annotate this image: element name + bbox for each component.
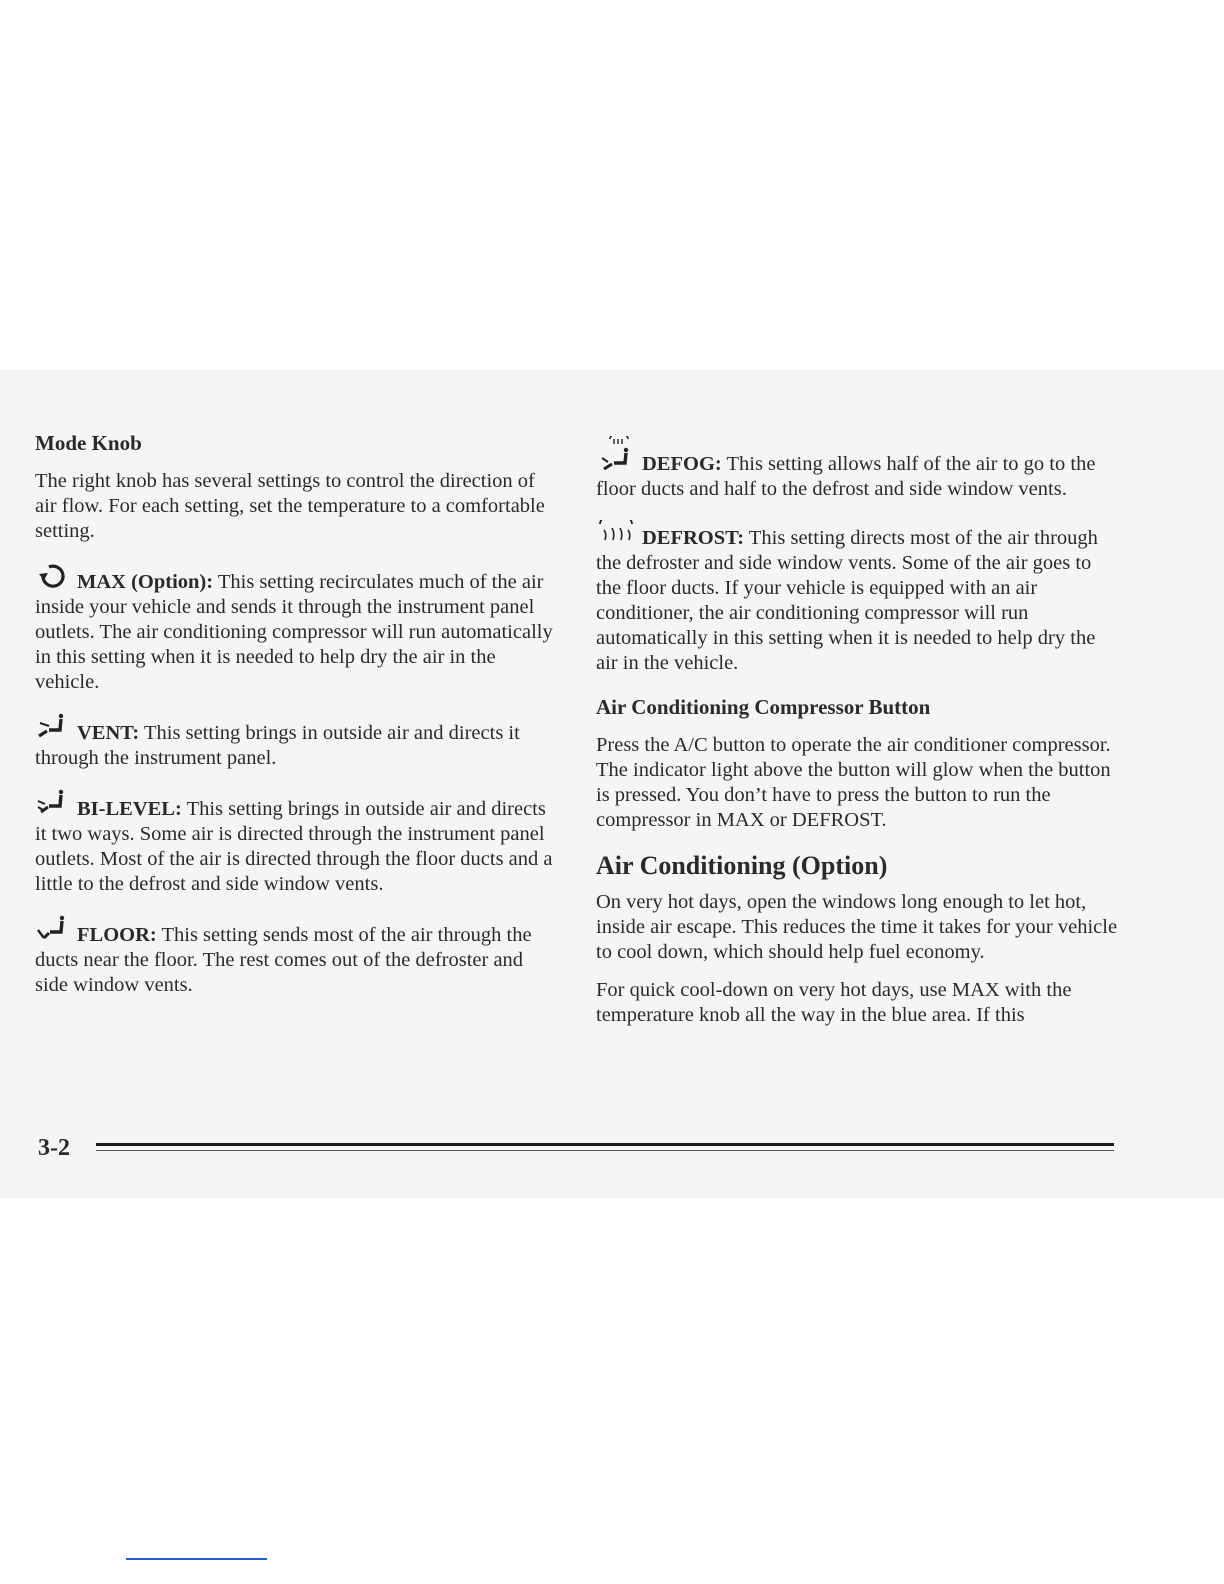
page-number: 3-2 [38, 1135, 70, 1161]
setting-defog-text: This setting allows half of the air to go to the floor ducts and half to the defrost and side window vents. [596, 453, 1096, 500]
mode-knob-heading: Mode Knob [35, 431, 142, 455]
setting-floor [35, 915, 560, 998]
setting-bi-level-label: BI-LEVEL: [77, 798, 182, 820]
ac-button-heading: Air Conditioning Compressor Button [596, 695, 931, 719]
ac-section-para2: For quick cool-down on very hot days, use MAX with the temperature knob all the way in the blue area. If this [596, 979, 1072, 1026]
floor-icon [35, 915, 71, 941]
setting-defog [596, 436, 1121, 502]
setting-defrost-text: This setting directs most of the air through the defroster and side window vents. Some of the air goes to the floor ducts. If your vehicle is equipped with an air conditioner, the air conditioning compressor will run automatically in this setting when it is needed to help dry the air in the vehicle. [596, 527, 1098, 674]
defog-icon [596, 436, 636, 470]
setting-vent-label: VENT: [77, 722, 140, 744]
recirculate-icon [35, 562, 71, 588]
setting-bi-level [35, 789, 560, 897]
setting-defog-label: DEFOG: [642, 453, 722, 475]
defrost-icon [596, 520, 636, 544]
setting-max [35, 562, 560, 695]
bi-level-icon [35, 789, 71, 815]
setting-defrost-label: DEFROST: [642, 527, 745, 549]
setting-bi-level-text: This setting brings in outside air and directs it two ways. Some air is directed through the instrument panel outlets. Most of the air is directed through the floor ducts and a little to the defrost and side window vents. [35, 798, 553, 895]
setting-vent-text: This setting brings in outside air and directs it through the instrument panel. [35, 722, 520, 769]
setting-floor-label: FLOOR: [77, 924, 157, 946]
mode-knob-intro: The right knob has several settings to control the direction of air flow. For each setting, set the temperature to a comfortable setting. [35, 470, 545, 542]
left-column [35, 430, 560, 998]
setting-max-label: MAX (Option): [77, 571, 214, 593]
setting-defrost [596, 520, 1121, 676]
ac-section-heading: Air Conditioning (Option) [596, 851, 888, 880]
setting-max-text: This setting recirculates much of the air inside your vehicle and sends it through the instrument panel outlets. The air conditioning compressor will run automatically in this setting when it is needed to help dry the air in the vehicle. [35, 571, 553, 693]
vent-icon [35, 713, 71, 739]
link-underline [126, 1558, 267, 1560]
setting-vent [35, 713, 560, 771]
right-column [596, 436, 1121, 1028]
footer-rule [96, 1143, 1114, 1153]
setting-floor-text: This setting sends most of the air through the ducts near the floor. The rest comes out of the defroster and side window vents. [35, 924, 532, 996]
ac-section-para1: On very hot days, open the windows long enough to let hot, inside air escape. This reduces the time it takes for your vehicle to cool down, which should help fuel economy. [596, 891, 1118, 963]
ac-button-text: Press the A/C button to operate the air conditioner compressor. The indicator light above the button will glow when the button is pressed. You don’t have to press the button to run the compressor in MAX or DEFROST. [596, 734, 1111, 831]
